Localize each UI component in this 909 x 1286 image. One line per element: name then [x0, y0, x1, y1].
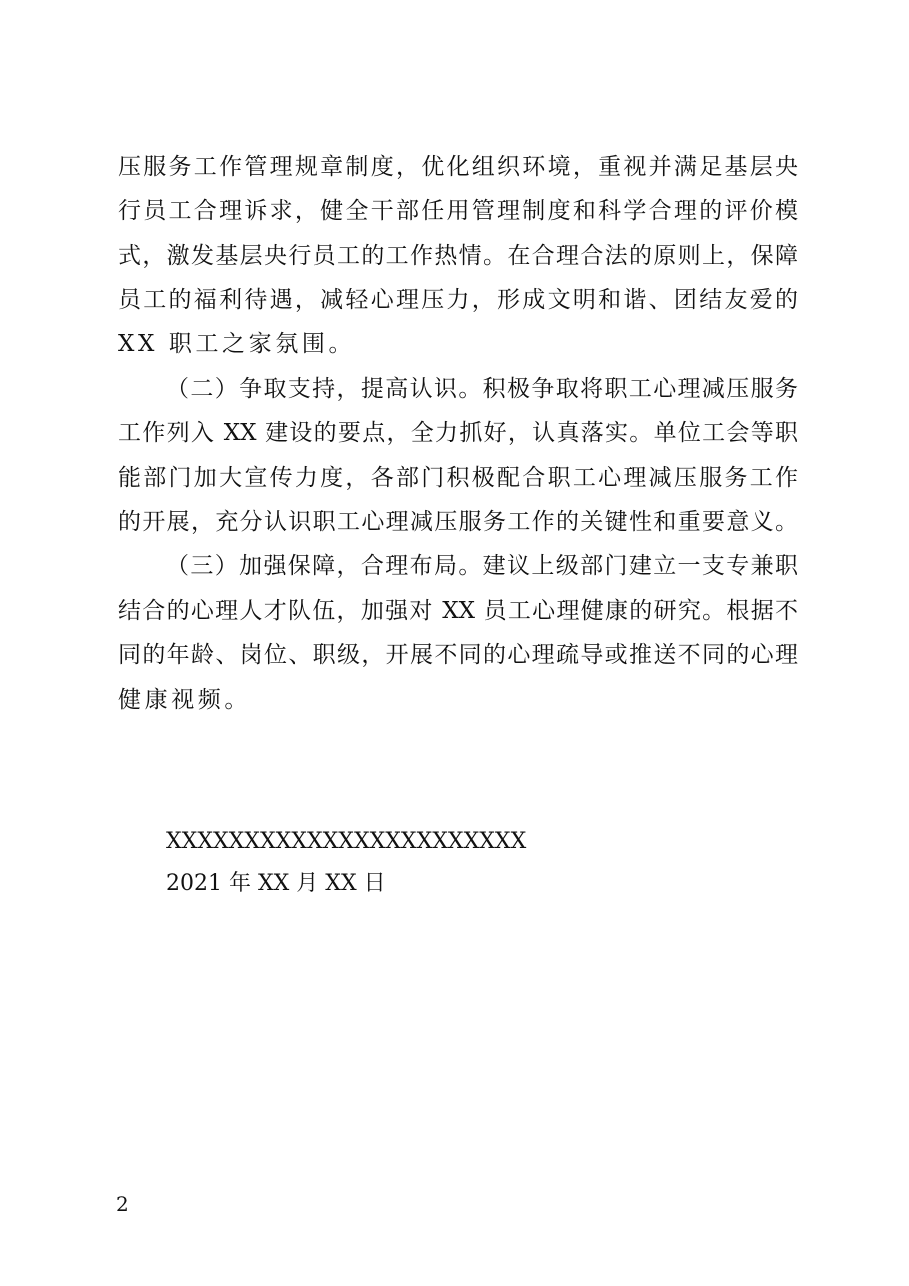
- text-line: （三）加强保障，合理布局。建议上级部门建立一支专兼职: [166, 553, 798, 579]
- text-line: 结合的心理人才队伍，加强对 XX 员工心理健康的研究。根据不: [118, 598, 798, 624]
- text-line: 员工的福利待遇，减轻心理压力，形成文明和谐、团结友爱的: [118, 287, 798, 313]
- signature-date: 2021 年 XX 月 XX 日: [166, 871, 386, 896]
- page-number: 2: [116, 1192, 129, 1216]
- text-line: 的开展，充分认识职工心理减压服务工作的关键性和重要意义。: [118, 509, 798, 535]
- text-line: 同的年龄、岗位、职级，开展不同的心理疏导或推送不同的心理: [118, 642, 798, 668]
- text-line: 行员工合理诉求，健全干部任用管理制度和科学合理的评价模: [118, 198, 798, 224]
- text-line: 式，激发基层央行员工的工作热情。在合理合法的原则上，保障: [118, 243, 798, 269]
- text-line: 能部门加大宣传力度，各部门积极配合职工心理减压服务工作: [118, 465, 798, 491]
- text-line: XX 职工之家氛围。: [118, 331, 356, 357]
- text-line: 压服务工作管理规章制度，优化组织环境，重视并满足基层央: [118, 154, 798, 180]
- text-line: 健康视频。: [118, 687, 251, 713]
- text-line: 工作列入 XX 建设的要点，全力抓好，认真落实。单位工会等职: [118, 420, 798, 446]
- text-line: （二）争取支持，提高认识。积极争取将职工心理减压服务: [166, 376, 798, 402]
- signature-organization: XXXXXXXXXXXXXXXXXXXXXXX: [166, 829, 527, 854]
